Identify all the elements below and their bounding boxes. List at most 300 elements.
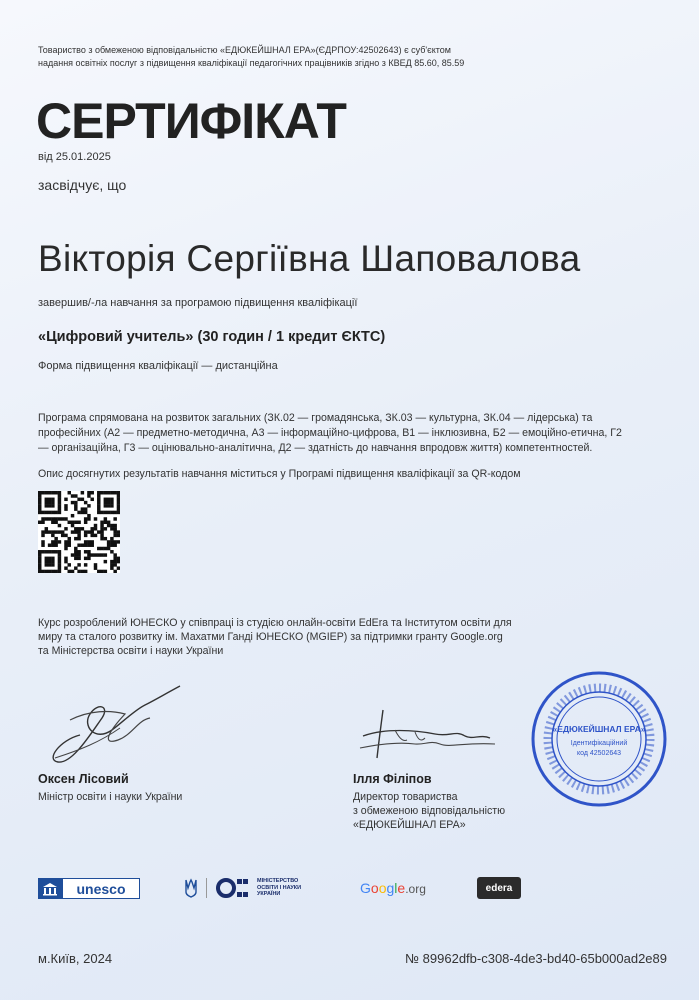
qr-module xyxy=(84,543,87,546)
signatory-2 xyxy=(353,772,505,832)
issuer-note-line2: надання освітніх послуг з підвищення кваліфікації педагогічних працівників згідно з КВЕД 85.60, 85.59 xyxy=(38,58,465,68)
qr-module xyxy=(51,504,54,507)
unesco-wordmark: unesco xyxy=(62,878,140,899)
signature-1 xyxy=(40,680,200,770)
qr-module xyxy=(48,501,51,504)
qr-module xyxy=(45,491,48,494)
qr-module xyxy=(58,553,61,556)
qr-module xyxy=(97,507,100,510)
qr-module xyxy=(100,527,103,530)
qr-module xyxy=(71,521,74,524)
qr-module xyxy=(54,521,57,524)
qr-module xyxy=(97,553,100,556)
qr-module xyxy=(58,498,61,501)
qr-module xyxy=(107,547,110,550)
qr-module xyxy=(77,521,80,524)
qr-module xyxy=(84,550,87,553)
qr-module xyxy=(97,504,100,507)
qr-module xyxy=(71,514,74,517)
qr-module xyxy=(74,507,77,510)
qr-module xyxy=(87,530,90,533)
qr-module xyxy=(94,566,97,569)
google-org-suffix: .org xyxy=(405,882,426,896)
qr-module xyxy=(110,560,113,563)
qr-note: Опис досягнутих результатів навчання міститься у Програмі підвищення кваліфікації за QR-кодом xyxy=(38,468,521,480)
qr-module xyxy=(77,498,80,501)
qr-module xyxy=(113,560,116,563)
qr-module xyxy=(54,511,57,514)
qr-module xyxy=(48,570,51,573)
qr-module xyxy=(58,550,61,553)
qr-module xyxy=(74,504,77,507)
stamp-center-line3: код 42502643 xyxy=(576,750,622,757)
qr-module xyxy=(51,530,54,533)
qr-module xyxy=(113,563,116,566)
qr-module xyxy=(117,501,120,504)
qr-module xyxy=(117,530,120,533)
qr-module xyxy=(45,570,48,573)
qr-module xyxy=(97,530,100,533)
course-line3: та Міністерства освіти і науки України xyxy=(38,645,224,657)
qr-module xyxy=(107,491,110,494)
qr-module xyxy=(58,501,61,504)
qr-module xyxy=(77,563,80,566)
qr-module xyxy=(74,550,77,553)
qr-module xyxy=(68,537,71,540)
qr-module xyxy=(77,511,80,514)
qr-module xyxy=(64,560,67,563)
qr-module xyxy=(110,543,113,546)
qr-module xyxy=(61,530,64,533)
qr-module xyxy=(117,534,120,537)
ministry-name-line3: УКРАЇНИ xyxy=(257,891,281,898)
qr-module xyxy=(77,537,80,540)
qr-module xyxy=(81,511,84,514)
qr-module xyxy=(87,550,90,553)
ministry-logo xyxy=(184,876,321,900)
qr-module xyxy=(94,534,97,537)
qr-module xyxy=(74,530,77,533)
qr-module xyxy=(97,547,100,550)
qr-module xyxy=(58,557,61,560)
qr-module xyxy=(113,553,116,556)
qr-module xyxy=(41,540,44,543)
qr-module xyxy=(87,553,90,556)
qr-module xyxy=(110,491,113,494)
qr-module xyxy=(110,540,113,543)
qr-module xyxy=(41,543,44,546)
qr-module xyxy=(58,563,61,566)
qr-module xyxy=(71,570,74,573)
signatory-2-role xyxy=(353,790,505,832)
certifies-text: засвідчує, що xyxy=(38,177,127,193)
qr-module xyxy=(64,543,67,546)
qr-module xyxy=(107,498,110,501)
qr-module xyxy=(64,504,67,507)
qr-module xyxy=(113,543,116,546)
qr-module xyxy=(113,570,116,573)
qr-module xyxy=(77,543,80,546)
qr-module xyxy=(41,491,44,494)
qr-module xyxy=(104,537,107,540)
ministry-name xyxy=(257,878,321,898)
qr-module xyxy=(51,550,54,553)
qr-module xyxy=(97,494,100,497)
qr-module xyxy=(54,537,57,540)
qr-module xyxy=(48,498,51,501)
qr-module xyxy=(45,498,48,501)
qr-module xyxy=(90,553,93,556)
qr-module xyxy=(90,527,93,530)
qr-module xyxy=(38,570,41,573)
qr-module xyxy=(113,527,116,530)
qr-module xyxy=(74,553,77,556)
qr-module xyxy=(113,517,116,520)
qr-module xyxy=(113,534,116,537)
qr-module xyxy=(84,501,87,504)
qr-module xyxy=(104,504,107,507)
issue-place-year: м.Київ, 2024 xyxy=(38,951,113,966)
qr-module xyxy=(84,530,87,533)
qr-module xyxy=(87,540,90,543)
qr-module xyxy=(104,560,107,563)
completed-text: завершив/-ла навчання за програмою підвищення кваліфікації xyxy=(38,297,358,309)
qr-module xyxy=(77,527,80,530)
recipient-name: Вікторія Сергіївна Шаповалова xyxy=(38,238,581,279)
qr-module xyxy=(71,524,74,527)
qr-module xyxy=(87,514,90,517)
qr-module xyxy=(104,501,107,504)
qr-module xyxy=(110,563,113,566)
company-stamp xyxy=(530,670,668,808)
competences-line1: Програма спрямована на розвиток загальних (ЗК.02 — громадянська, ЗК.03 — культурна, ЗК.04 — лідерська) та xyxy=(38,412,593,424)
qr-module xyxy=(48,560,51,563)
issue-date: від 25.01.2025 xyxy=(38,151,111,163)
course-line1: Курс розроблений ЮНЕСКО у співпраці із студією онлайн-освіти EdEra та Інститутом освіти для xyxy=(38,617,512,629)
qr-module xyxy=(77,553,80,556)
signature-2 xyxy=(355,700,505,770)
qr-module xyxy=(117,540,120,543)
qr-module xyxy=(84,570,87,573)
qr-module xyxy=(45,527,48,530)
qr-module xyxy=(110,501,113,504)
qr-module xyxy=(68,521,71,524)
qr-module xyxy=(51,498,54,501)
signatory-1 xyxy=(38,772,182,804)
qr-module xyxy=(77,550,80,553)
qr-module xyxy=(68,563,71,566)
qr-module xyxy=(100,511,103,514)
qr-module xyxy=(64,557,67,560)
qr-module xyxy=(51,501,54,504)
qr-module xyxy=(104,553,107,556)
qr-module xyxy=(107,540,110,543)
qr-module xyxy=(38,566,41,569)
qr-module xyxy=(51,491,54,494)
qr-module xyxy=(38,550,41,553)
qr-module xyxy=(100,524,103,527)
qr-module xyxy=(45,504,48,507)
qr-module xyxy=(38,501,41,504)
qr-module xyxy=(90,540,93,543)
training-form: Форма підвищення кваліфікації — дистанційна xyxy=(38,360,278,372)
qr-module xyxy=(48,491,51,494)
qr-module xyxy=(97,511,100,514)
qr-module xyxy=(94,527,97,530)
qr-module xyxy=(107,501,110,504)
qr-module xyxy=(64,517,67,520)
qr-module xyxy=(64,566,67,569)
qr-module xyxy=(68,491,71,494)
qr-module xyxy=(45,511,48,514)
qr-module xyxy=(97,491,100,494)
unesco-logo xyxy=(38,878,140,899)
qr-module xyxy=(48,530,51,533)
qr-module xyxy=(94,563,97,566)
qr-module xyxy=(48,511,51,514)
qr-module xyxy=(87,517,90,520)
qr-module xyxy=(117,504,120,507)
qr-module xyxy=(48,563,51,566)
qr-code-graphic xyxy=(38,491,120,573)
qr-module xyxy=(38,504,41,507)
qr-module xyxy=(51,560,54,563)
qr-module xyxy=(110,498,113,501)
qr-module xyxy=(117,507,120,510)
competences-line3: — організаційна, Г3 — оцінювально-аналітична, Д2 — здатність до навчання впродовж життя) компетентностей. xyxy=(38,442,593,454)
qr-module xyxy=(87,491,90,494)
qr-module xyxy=(113,530,116,533)
qr-module xyxy=(54,540,57,543)
qr-module xyxy=(41,530,44,533)
qr-module xyxy=(117,557,120,560)
qr-module xyxy=(97,570,100,573)
qr-module xyxy=(117,511,120,514)
issuer-note xyxy=(38,44,598,70)
qr-module xyxy=(74,501,77,504)
signatory-2-role-line2: з обмеженою відповідальністю xyxy=(353,805,506,817)
qr-module xyxy=(71,530,74,533)
qr-module xyxy=(107,511,110,514)
qr-module xyxy=(94,524,97,527)
ministry-name-line2: ОСВІТИ І НАУКИ xyxy=(257,884,302,891)
qr-module xyxy=(38,563,41,566)
qr-module xyxy=(107,504,110,507)
certificate-title: СЕРТИФІКАТ xyxy=(36,93,346,149)
qr-module xyxy=(110,566,113,569)
qr-module xyxy=(74,537,77,540)
qr-module xyxy=(54,530,57,533)
signatory-2-role-line1: Директор товариства xyxy=(353,791,458,803)
qr-module xyxy=(94,553,97,556)
qr-module xyxy=(104,527,107,530)
qr-module xyxy=(41,550,44,553)
qr-module xyxy=(58,524,61,527)
qr-module xyxy=(84,507,87,510)
certificate-number: № 89962dfb-c308-4de3-bd40-65b000ad2e89 xyxy=(405,951,667,966)
qr-module xyxy=(71,501,74,504)
qr-module xyxy=(110,527,113,530)
qr-module xyxy=(74,494,77,497)
qr-module xyxy=(84,521,87,524)
qr-module xyxy=(81,491,84,494)
stamp-center-line1: «ЕДЮКЕЙШНАЛ ЕРА» xyxy=(552,724,646,734)
unesco-temple-icon xyxy=(38,878,62,899)
qr-module xyxy=(51,534,54,537)
qr-module xyxy=(84,540,87,543)
qr-module xyxy=(48,517,51,520)
qr-module xyxy=(45,550,48,553)
qr-module xyxy=(41,517,44,520)
qr-module xyxy=(77,530,80,533)
qr-module xyxy=(81,527,84,530)
qr-module xyxy=(64,527,67,530)
qr-module xyxy=(110,524,113,527)
qr-module xyxy=(100,530,103,533)
qr-module xyxy=(38,553,41,556)
qr-module xyxy=(81,570,84,573)
qr-module xyxy=(54,570,57,573)
qr-module xyxy=(113,511,116,514)
qr-module xyxy=(104,498,107,501)
qr-module xyxy=(41,521,44,524)
qr-module xyxy=(41,534,44,537)
qr-module xyxy=(110,511,113,514)
qr-module xyxy=(51,543,54,546)
qr-module xyxy=(54,491,57,494)
qr-module xyxy=(81,543,84,546)
qr-module xyxy=(45,560,48,563)
qr-module xyxy=(51,521,54,524)
qr-module xyxy=(45,517,48,520)
qr-module xyxy=(51,557,54,560)
qr-module xyxy=(58,511,61,514)
google-org-logo xyxy=(360,880,426,896)
qr-module xyxy=(84,511,87,514)
qr-module xyxy=(38,494,41,497)
qr-module xyxy=(51,540,54,543)
qr-module xyxy=(104,570,107,573)
qr-module xyxy=(58,517,61,520)
qr-module xyxy=(100,570,103,573)
qr-module xyxy=(81,498,84,501)
qr-module xyxy=(58,530,61,533)
competences-line2: професійних (А2 — предметно-методична, А3 — інформаційно-цифрова, В1 — інклюзивна, Б2 — емоційно-етична, Г2 xyxy=(38,427,622,439)
qr-module xyxy=(117,560,120,563)
qr-module xyxy=(51,563,54,566)
qr-module xyxy=(68,540,71,543)
qr-module xyxy=(45,501,48,504)
qr-module xyxy=(77,534,80,537)
qr-module xyxy=(61,517,64,520)
qr-module xyxy=(113,557,116,560)
qr-module xyxy=(97,498,100,501)
qr-module xyxy=(104,517,107,520)
qr-module xyxy=(104,521,107,524)
qr-module xyxy=(41,511,44,514)
qr-module xyxy=(64,534,67,537)
qr-module xyxy=(113,540,116,543)
qr-module xyxy=(38,557,41,560)
qr-module xyxy=(97,501,100,504)
qr-module xyxy=(113,524,116,527)
qr-module xyxy=(38,511,41,514)
qr-module xyxy=(107,524,110,527)
qr-module xyxy=(90,534,93,537)
qr-module xyxy=(74,521,77,524)
qr-module xyxy=(64,547,67,550)
qr-module xyxy=(110,504,113,507)
qr-module xyxy=(38,491,41,494)
qr-module xyxy=(90,498,93,501)
stamp-center-line2: Ідентифікаційний xyxy=(570,740,628,747)
qr-module xyxy=(38,560,41,563)
qr-module xyxy=(64,540,67,543)
qr-module xyxy=(117,494,120,497)
ministry-name-line1: МІНІСТЕРСТВО xyxy=(257,878,299,885)
qr-module xyxy=(100,537,103,540)
qr-module xyxy=(94,517,97,520)
qr-module xyxy=(104,491,107,494)
qr-module xyxy=(64,507,67,510)
qr-module xyxy=(87,494,90,497)
edera-logo: edera xyxy=(477,877,521,899)
qr-module xyxy=(84,517,87,520)
qr-module xyxy=(54,517,57,520)
qr-module xyxy=(90,491,93,494)
qr-module xyxy=(58,494,61,497)
qr-module xyxy=(48,557,51,560)
qr-module xyxy=(38,498,41,501)
qr-module xyxy=(77,557,80,560)
qr-module xyxy=(90,543,93,546)
competences-description xyxy=(38,411,668,456)
qr-module xyxy=(58,504,61,507)
qr-module xyxy=(100,534,103,537)
qr-module xyxy=(110,550,113,553)
qr-module xyxy=(81,507,84,510)
qr-module xyxy=(45,557,48,560)
qr-module xyxy=(100,553,103,556)
qr-module xyxy=(100,521,103,524)
program-title: «Цифровий учитель» (30 годин / 1 кредит ЄКТС) xyxy=(38,329,386,345)
signatory-1-name: Оксен Лісовий xyxy=(38,772,129,786)
qr-module xyxy=(58,560,61,563)
qr-module xyxy=(58,566,61,569)
google-wordmark: Google xyxy=(360,880,406,896)
qr-module xyxy=(38,507,41,510)
qr-module xyxy=(51,511,54,514)
qr-module xyxy=(107,521,110,524)
qr-module xyxy=(54,543,57,546)
qr-module xyxy=(48,543,51,546)
issuer-note-line1: Товариство з обмеженою відповідальністю «ЕДЮКЕЙШНАЛ ЕРА»(ЄДРПОУ:42502643) є суб'єктом xyxy=(38,45,451,55)
qr-module xyxy=(41,570,44,573)
qr-module xyxy=(100,547,103,550)
qr-module xyxy=(110,537,113,540)
qr-module xyxy=(61,534,64,537)
qr-code[interactable] xyxy=(38,491,120,573)
trident-icon xyxy=(184,878,198,898)
qr-module xyxy=(74,527,77,530)
signatory-1-role: Міністр освіти і науки України xyxy=(38,791,183,803)
qr-module xyxy=(71,494,74,497)
qr-module xyxy=(113,491,116,494)
qr-module xyxy=(87,557,90,560)
qr-module xyxy=(51,517,54,520)
qr-module xyxy=(74,566,77,569)
qr-module xyxy=(45,563,48,566)
